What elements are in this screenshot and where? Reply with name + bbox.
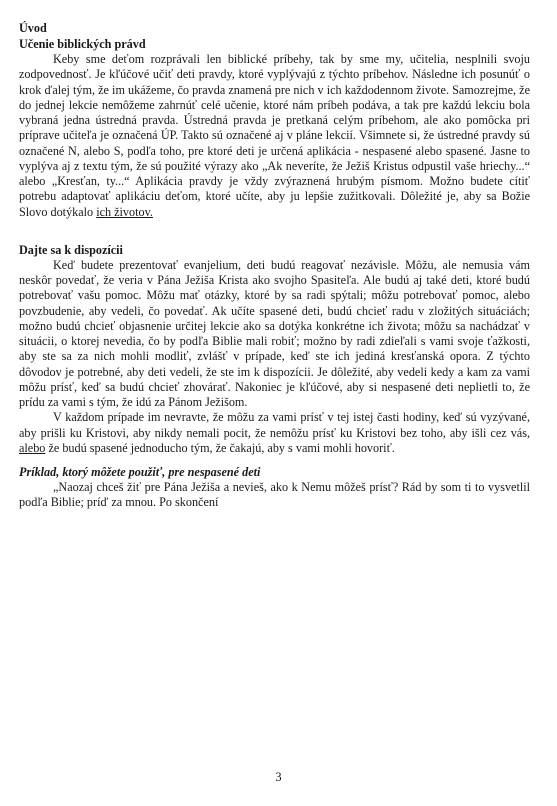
page-content: [19, 20, 530, 511]
page-number: 3: [275, 770, 282, 784]
paragraph-text: Keby sme deťom rozprávali len biblické príbehy, tak by sme my, učitelia, nesplnili svoju zodpovednosť. Je kľúčové učiť deti pravdy, ktoré vyplývajú z týchto príbehov. Následne ich posunúť o krok ďalej tým, že im ukážeme, čo pravda znamená pre nich v ich každodennom živote. Samozrejme, že do jednej lekcie nemôžeme zahrnúť celé učenie, ktoré nám príbeh podáva, a tak pre každú lekciu bola vybraná jedna ústredná pravda. Ústredná pravda je pretkaná celým príbehom, ale ako pomôcka pri príprave učiteľa je označená ÚP. Takto sú označené aj v pláne lekcií. Všimnete si, že ústredné pravdy sú označené N, alebo S, podľa toho, pre ktoré deti je určená aplikácia - nespasené alebo spasené. Jasne to vyplýva aj z textu tým, že sú použité výrazy ako „Ak neveríte, že Ježiš Kristus odpustil vaše hriechy...“ alebo „Kresťan, ty...“ Aplikácia pravdy je vždy zvýraznená hrubým písmom. Možno budete cítiť potrebu adaptovať aplikáciu deťom, ktoré učíte, aby ju lepšie zužitkovali. Dôležité je, aby sa Božie Slovo dotýkalo: [19, 52, 530, 219]
underlined-text: ich životov.: [96, 204, 153, 219]
paragraph-be-available-1: Keď budete prezentovať evanjelium, deti budú reagovať nezávisle. Môžu, ale nemusia vám neskôr povedať, že veria v Pána Ježiša Krista ako svojho Spasiteľa. Ale budú aj také deti, ktoré budú potrebovať vašu pomoc. Môžu mať otázky, ktoré by sa radi spýtali; môžu potrebovať pomoc, alebo povzbudenie, aby vedeli, čo povedať. Ak učíte spasené deti, budú chcieť radu v zložitých situáciách; možno budú chcieť objasnenie určitej lekcie ako sa dotýka konkrétne ich života; môžu sa nachádzať v situácii, o ktorej nevedia, čo by podľa Biblie mali robiť; možno by radi zdieľali s vami svoje ťažkosti, aby ste sa za nich mohli modliť, zvlášť v prípade, keď ste ich jediná kresťanská opora. Z týchto dôvodov je potrebné, aby deti vedeli, že ste im k dispozícii. Je dôležité, aby vedeli kedy a kam za vami môžu prísť, keď sa budú chcieť zhovárať. Nakoniec je kľúčové, aby si nespasené deti neplietli to, že prídu za vami s tým, že idú za Pánom Ježišom.: [19, 257, 530, 409]
paragraph-text: že budú spasené jednoducho tým, že čakajú, aby s vami mohli hovoriť.: [45, 440, 395, 455]
paragraph-be-available-2: [19, 410, 530, 456]
paragraph-teaching-truths: [19, 52, 530, 220]
heading-intro: Úvod: [19, 21, 47, 35]
heading-example-unsaved: Príklad, ktorý môžete použiť, pre nespasené deti: [19, 465, 261, 479]
paragraph-example: „Naozaj chceš žiť pre Pána Ježiša a nevieš, ako k Nemu môžeš prísť? Rád by som ti to vysvetlil podľa Biblie; príď za mnou. Po skončení: [19, 480, 530, 510]
paragraph-text: V každom prípade im nevravte, že môžu za vami prísť v tej istej časti hodiny, keď sú vyzývané, aby prišli ku Kristovi, aby nikdy nemali pocit, že nemôžu prísť ku Kristovi bez toho, aby išli cez vás,: [19, 410, 530, 440]
heading-teaching-truths: Učenie biblických právd: [19, 37, 146, 51]
heading-be-available: Dajte sa k dispozícii: [19, 242, 123, 257]
underlined-text: alebo: [19, 440, 46, 455]
